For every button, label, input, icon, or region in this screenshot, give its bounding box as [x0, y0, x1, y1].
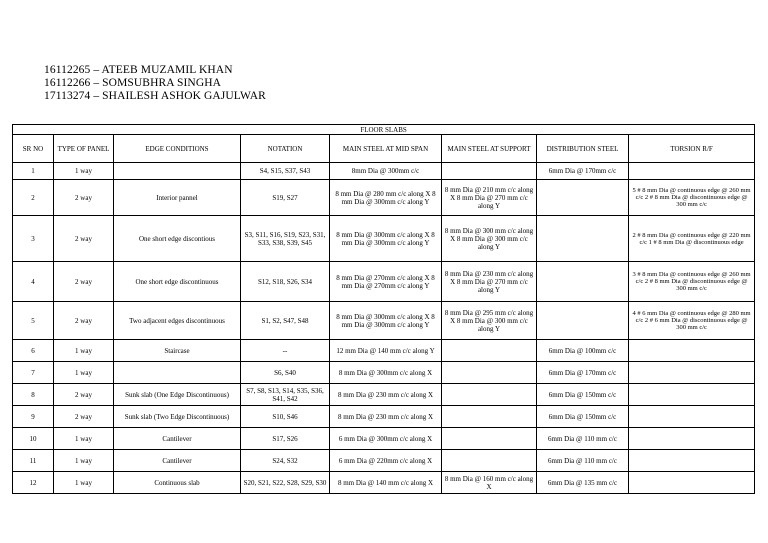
cell-support — [442, 428, 537, 450]
header-row — [13, 135, 755, 163]
cell-distribution: 6mm Dia @ 110 mm c/c — [537, 428, 629, 450]
header-sr-no: SR NO — [13, 135, 54, 163]
cell-type: 1 way — [54, 163, 114, 180]
cell-type: 2 way — [54, 216, 114, 262]
cell-torsion: 2 # 8 mm Dia @ continuous edge @ 220 mm c/c 1 # 8 mm Dia @ discontinuous edge — [629, 216, 755, 262]
cell-mid-span: 6 mm Dia @ 300mm c/c along X — [330, 428, 442, 450]
cell-notation: S1, S2, S47, S48 — [241, 302, 330, 340]
table-row — [13, 216, 755, 262]
cell-edge-conditions: Staircase — [114, 340, 241, 362]
cell-sr-no: 6 — [13, 340, 54, 362]
cell-torsion — [629, 472, 755, 494]
table-row — [13, 450, 755, 472]
cell-type: 2 way — [54, 406, 114, 428]
cell-distribution — [537, 262, 629, 302]
cell-sr-no: 2 — [13, 180, 54, 216]
cell-type: 1 way — [54, 362, 114, 384]
header-support: MAIN STEEL AT SUPPORT — [442, 135, 537, 163]
cell-distribution — [537, 216, 629, 262]
cell-support — [442, 450, 537, 472]
table-body — [13, 163, 755, 494]
student-line-2: 16112266 – SOMSUBHRA SINGHA — [44, 77, 222, 89]
cell-support: 8 mm Dia @ 300 mm c/c along X 8 mm Dia @ 300 mm c/c along Y — [442, 216, 537, 262]
cell-mid-span: 8 mm Dia @ 270mm c/c along X 8 mm Dia @ 270mm c/c along Y — [330, 262, 442, 302]
cell-support — [442, 362, 537, 384]
cell-edge-conditions: Interior pannel — [114, 180, 241, 216]
cell-edge-conditions: Two adjacent edges discontinuous — [114, 302, 241, 340]
table-row — [13, 362, 755, 384]
header-edge-conditions: EDGE CONDITIONS — [114, 135, 241, 163]
table-row — [13, 163, 755, 180]
cell-edge-conditions — [114, 163, 241, 180]
cell-notation: S3, S11, S16, S19, S23, S31, S33, S38, S39, S45 — [241, 216, 330, 262]
cell-sr-no: 7 — [13, 362, 54, 384]
cell-sr-no: 9 — [13, 406, 54, 428]
cell-support: 8 mm Dia @ 295 mm c/c along X 8 mm Dia @ 300 mm c/c along Y — [442, 302, 537, 340]
cell-torsion — [629, 340, 755, 362]
cell-sr-no: 1 — [13, 163, 54, 180]
cell-torsion: 5 # 8 mm Dia @ continuous edge @ 260 mm c/c 2 # 8 mm Dia @ discontinuous edge @ 300 mm c/c — [629, 180, 755, 216]
cell-distribution: 6mm Dia @ 110 mm c/c — [537, 450, 629, 472]
cell-edge-conditions: Continuous slab — [114, 472, 241, 494]
cell-distribution: 6mm Dia @ 170mm c/c — [537, 163, 629, 180]
cell-sr-no: 12 — [13, 472, 54, 494]
cell-distribution: 6mm Dia @ 170mm c/c — [537, 362, 629, 384]
cell-torsion — [629, 384, 755, 406]
cell-edge-conditions: Cantilever — [114, 450, 241, 472]
table-row — [13, 384, 755, 406]
cell-mid-span: 8 mm Dia @ 300mm c/c along X 8 mm Dia @ 300mm c/c along Y — [330, 302, 442, 340]
cell-mid-span: 6 mm Dia @ 220mm c/c along X — [330, 450, 442, 472]
cell-mid-span: 8 mm Dia @ 230 mm c/c along X — [330, 406, 442, 428]
cell-sr-no: 3 — [13, 216, 54, 262]
table-row — [13, 302, 755, 340]
cell-notation: S4, S15, S37, S43 — [241, 163, 330, 180]
cell-support — [442, 384, 537, 406]
cell-mid-span: 8 mm Dia @ 280 mm c/c along X 8 mm Dia @ 300mm c/c along Y — [330, 180, 442, 216]
cell-distribution — [537, 302, 629, 340]
cell-type: 2 way — [54, 384, 114, 406]
floor-slabs-table — [12, 124, 755, 494]
cell-torsion — [629, 450, 755, 472]
cell-type: 2 way — [54, 262, 114, 302]
cell-distribution: 6mm Dia @ 135 mm c/c — [537, 472, 629, 494]
cell-sr-no: 11 — [13, 450, 54, 472]
cell-distribution: 6mm Dia @ 150mm c/c — [537, 384, 629, 406]
cell-distribution: 6mm Dia @ 150mm c/c — [537, 406, 629, 428]
table-row — [13, 406, 755, 428]
cell-notation: S20, S21, S22, S28, S29, S30 — [241, 472, 330, 494]
cell-sr-no: 10 — [13, 428, 54, 450]
cell-edge-conditions: One short edge discontious — [114, 216, 241, 262]
header-mid-span: MAIN STEEL AT MID SPAN — [330, 135, 442, 163]
cell-notation: S24, S32 — [241, 450, 330, 472]
cell-support: 8 mm Dia @ 160 mm c/c along X — [442, 472, 537, 494]
table-row — [13, 472, 755, 494]
cell-mid-span: 8 mm Dia @ 300mm c/c along X 8 mm Dia @ 300mm c/c along Y — [330, 216, 442, 262]
header-distribution: DISTRIBUTION STEEL — [537, 135, 629, 163]
cell-notation: -- — [241, 340, 330, 362]
cell-mid-span: 8 mm Dia @ 230 mm c/c along X — [330, 384, 442, 406]
cell-support — [442, 163, 537, 180]
table-row — [13, 428, 755, 450]
table-title: FLOOR SLABS — [13, 125, 755, 135]
cell-type: 2 way — [54, 180, 114, 216]
table-row — [13, 180, 755, 216]
cell-notation: S19, S27 — [241, 180, 330, 216]
cell-sr-no: 8 — [13, 384, 54, 406]
header-notation: NOTATION — [241, 135, 330, 163]
cell-mid-span: 8 mm Dia @ 140 mm c/c along X — [330, 472, 442, 494]
cell-mid-span: 8mm Dia @ 300mm c/c — [330, 163, 442, 180]
cell-sr-no: 5 — [13, 302, 54, 340]
cell-notation: S7, S8, S13, S14, S35, S36, S41, S42 — [241, 384, 330, 406]
cell-torsion: 4 # 6 mm Dia @ continuous edge @ 280 mm c/c 2 # 6 mm Dia @ discontinuous edge @ 300 mm c/c — [629, 302, 755, 340]
student-line-1: 16112265 – ATEEB MUZAMIL KHAN — [44, 64, 233, 76]
cell-distribution: 6mm Dia @ 100mm c/c — [537, 340, 629, 362]
student-list — [44, 64, 266, 103]
cell-edge-conditions: Cantilever — [114, 428, 241, 450]
cell-torsion — [629, 406, 755, 428]
cell-notation: S6, S40 — [241, 362, 330, 384]
cell-support — [442, 340, 537, 362]
header-torsion: TORSION R/F — [629, 135, 755, 163]
cell-edge-conditions: One short edge discontinuous — [114, 262, 241, 302]
cell-mid-span: 8 mm Dia @ 300mm c/c along X — [330, 362, 442, 384]
student-line-3: 17113274 – SHAILESH ASHOK GAJULWAR — [44, 90, 266, 102]
cell-torsion: 3 # 8 mm Dia @ continuous edge @ 260 mm c/c 2 # 8 mm Dia @ discontinuous edge @ 300 mm c/c — [629, 262, 755, 302]
cell-edge-conditions: Sunk slab (Two Edge Discontinuous) — [114, 406, 241, 428]
cell-support: 8 mm Dia @ 210 mm c/c along X 8 mm Dia @ 270 mm c/c along Y — [442, 180, 537, 216]
cell-support — [442, 406, 537, 428]
cell-mid-span: 12 mm Dia @ 140 mm c/c along Y — [330, 340, 442, 362]
cell-edge-conditions — [114, 362, 241, 384]
table-row — [13, 262, 755, 302]
cell-sr-no: 4 — [13, 262, 54, 302]
cell-type: 1 way — [54, 428, 114, 450]
header-type: TYPE OF PANEL — [54, 135, 114, 163]
cell-type: 1 way — [54, 450, 114, 472]
cell-type: 1 way — [54, 472, 114, 494]
cell-notation: S10, S46 — [241, 406, 330, 428]
cell-torsion — [629, 362, 755, 384]
cell-notation: S17, S26 — [241, 428, 330, 450]
cell-notation: S12, S18, S26, S34 — [241, 262, 330, 302]
cell-torsion — [629, 428, 755, 450]
cell-type: 1 way — [54, 340, 114, 362]
cell-type: 2 way — [54, 302, 114, 340]
cell-support: 8 mm Dia @ 230 mm c/c along X 8 mm Dia @ 270 mm c/c along Y — [442, 262, 537, 302]
cell-distribution — [537, 180, 629, 216]
cell-edge-conditions: Sunk slab (One Edge Discontinuous) — [114, 384, 241, 406]
cell-torsion — [629, 163, 755, 180]
table-row — [13, 340, 755, 362]
